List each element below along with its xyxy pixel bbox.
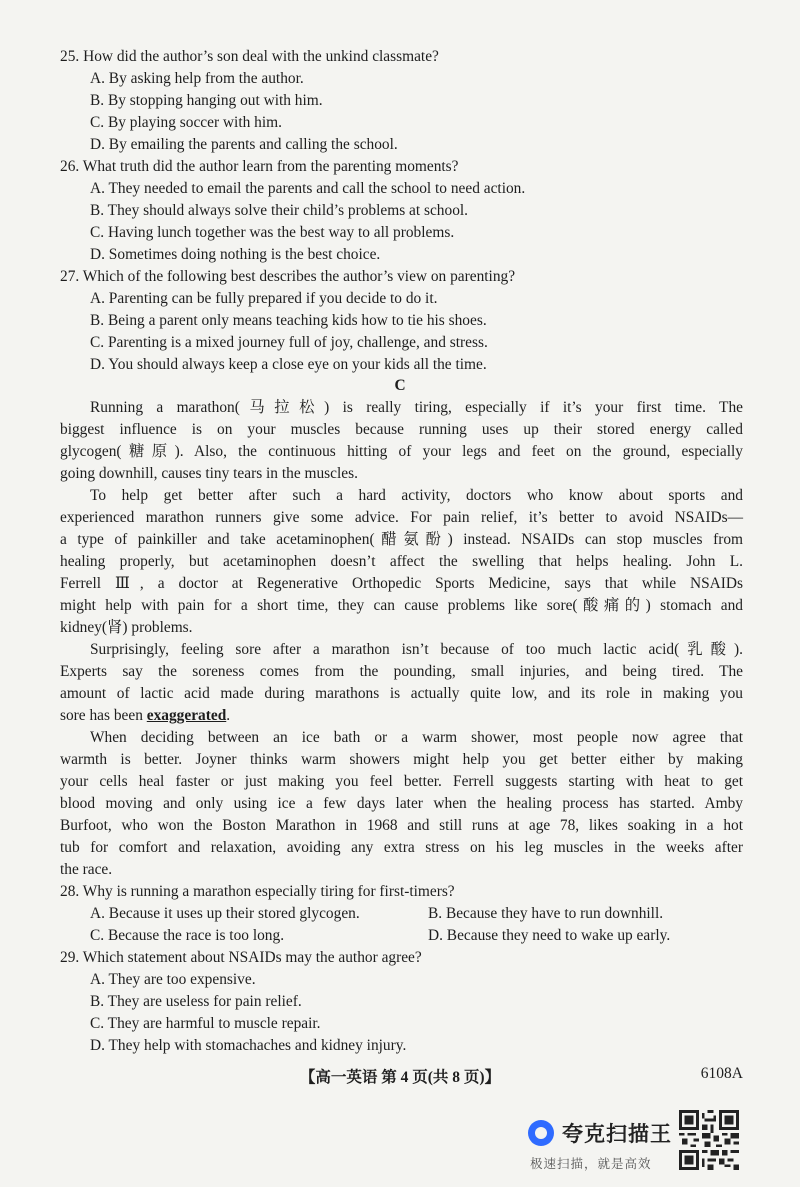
question-25-option-b: B. By stopping hanging out with him. bbox=[90, 92, 323, 109]
passage-line bbox=[60, 705, 743, 727]
passage-line: glycogen(糖原). Also, the continuous hitting of your legs and feet on the ground, especially bbox=[60, 443, 743, 460]
passage-line: kidney(肾) problems. bbox=[60, 619, 193, 636]
question-29-option-b: B. They are useless for pain relief. bbox=[90, 993, 302, 1010]
watermark-brand: 夸克扫描王 bbox=[562, 1122, 672, 1146]
scanner-watermark bbox=[524, 1110, 744, 1176]
question-27-option-b: B. Being a parent only means teaching kids how to tie his shoes. bbox=[90, 312, 487, 329]
passage-line: a type of painkiller and take acetaminophen(醋氨酚) instead. NSAIDs can stop muscles from bbox=[60, 531, 743, 548]
watermark-slogan: 极速扫描，就是高效 bbox=[530, 1156, 652, 1171]
passage-line: To help get better after such a hard activity, doctors who know about sports and bbox=[90, 487, 743, 504]
question-27-stem: 27. Which of the following best describes the author’s view on parenting? bbox=[60, 268, 516, 285]
passage-line: Experts say the soreness comes from the pounding, small injuries, and being tired. The bbox=[60, 663, 743, 680]
section-title: C bbox=[394, 377, 406, 394]
question-29-option-c: C. They are harmful to muscle repair. bbox=[90, 1015, 321, 1032]
passage-line: healing properly, but acetaminophen doesn’t affect the swelling that helps healing. John L. bbox=[60, 553, 743, 570]
question-27-option-c: C. Parenting is a mixed journey full of joy, challenge, and stress. bbox=[90, 334, 488, 351]
question-29-stem: 29. Which statement about NSAIDs may the author agree? bbox=[60, 949, 422, 966]
question-28-option-c: C. Because the race is too long. bbox=[90, 927, 285, 944]
passage-line: experienced marathon runners give some advice. For pain relief, it’s better to avoid NSAIDs— bbox=[60, 509, 743, 526]
passage-line: Surprisingly, feeling sore after a marathon isn’t because of too much lactic acid(乳酸). bbox=[90, 641, 744, 658]
passage-line: tub for comfort and relaxation, avoiding any extra stress on his leg muscles in the weeks after bbox=[60, 839, 743, 856]
question-25-stem: 25. How did the author’s son deal with the unkind classmate? bbox=[60, 48, 439, 65]
keyword-exaggerated: exaggerated bbox=[146, 707, 227, 724]
question-26-option-b: B. They should always solve their child’s problems at school. bbox=[90, 202, 469, 219]
passage-line: Burfoot, who won the Boston Marathon in 1968 and still runs at age 78, likes soaking in a hot bbox=[60, 817, 743, 834]
page-number: 【高一英语 第 4 页(共 8 页)】 bbox=[299, 1069, 501, 1086]
question-28-option-b: B. Because they have to run downhill. bbox=[428, 905, 664, 922]
passage-line: Running a marathon(马拉松) is really tiring, especially if it’s your first time. The bbox=[90, 399, 743, 416]
quark-logo-icon bbox=[528, 1120, 554, 1146]
qr-code-icon bbox=[679, 1110, 739, 1170]
question-26-option-c: C. Having lunch together was the best way to all problems. bbox=[90, 224, 455, 241]
passage-line: amount of lactic acid made during marathons is actually quite low, and its role in making you bbox=[60, 685, 743, 702]
question-28-option-a: A. Because it uses up their stored glycogen. bbox=[90, 905, 360, 922]
passage-line: the race. bbox=[60, 861, 113, 878]
question-27-option-d: D. You should always keep a close eye on your kids all the time. bbox=[90, 356, 487, 373]
passage-line: biggest influence is on your muscles because running uses up their stored energy called bbox=[60, 421, 743, 438]
passage-line: blood moving and only using ice a few days later when the healing process has started. Amby bbox=[60, 795, 743, 812]
passage-text: . bbox=[226, 707, 231, 724]
passage-text: sore has been bbox=[60, 707, 147, 724]
question-26-stem: 26. What truth did the author learn from the parenting moments? bbox=[60, 158, 459, 175]
question-28-stem: 28. Why is running a marathon especially tiring for first-timers? bbox=[60, 883, 455, 900]
question-25-option-d: D. By emailing the parents and calling the school. bbox=[90, 136, 398, 153]
passage-line: warmth is better. Joyner thinks warm showers might help you get better either by making bbox=[60, 751, 743, 768]
passage-line: might help with pain for a short time, they can cause problems like sore(酸痛的) stomach and bbox=[60, 597, 743, 614]
question-29-option-d: D. They help with stomachaches and kidney injury. bbox=[90, 1037, 407, 1054]
passage-line: your cells heal faster or just making you feel better. Ferrell suggests starting with heat to get bbox=[60, 773, 743, 790]
page-footer bbox=[0, 1065, 800, 1089]
question-25-option-a: A. By asking help from the author. bbox=[90, 70, 304, 87]
passage-line: When deciding between an ice bath or a warm shower, most people now agree that bbox=[90, 729, 743, 746]
question-27-option-a: A. Parenting can be fully prepared if you decide to do it. bbox=[90, 290, 438, 307]
question-25-option-c: C. By playing soccer with him. bbox=[90, 114, 282, 131]
question-26-option-d: D. Sometimes doing nothing is the best choice. bbox=[90, 246, 381, 263]
exam-code: 6108A bbox=[700, 1065, 743, 1082]
question-29-option-a: A. They are too expensive. bbox=[90, 971, 256, 988]
passage-line: going downhill, causes tiny tears in the muscles. bbox=[60, 465, 358, 482]
question-26-option-a: A. They needed to email the parents and call the school to need action. bbox=[90, 180, 526, 197]
passage-line: Ferrell Ⅲ, a doctor at Regenerative Orthopedic Sports Medicine, says that while NSAIDs bbox=[60, 575, 743, 592]
question-28-option-d: D. Because they need to wake up early. bbox=[428, 927, 671, 944]
